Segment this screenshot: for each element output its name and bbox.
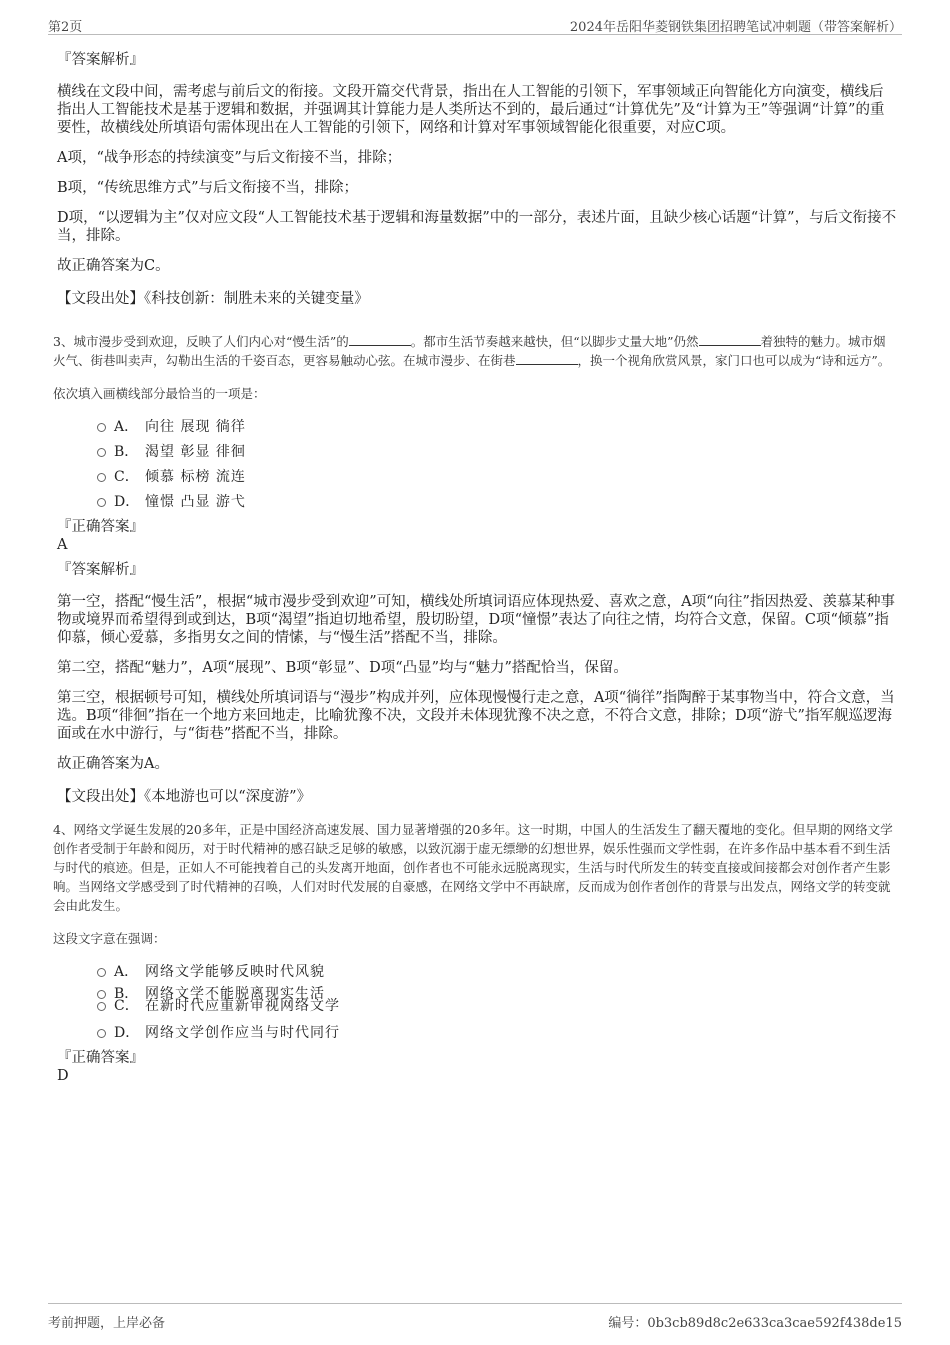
q3-analysis-para: 第三空，根据顿号可知，横线处所填词语与“漫步”构成并列，应体现慢慢行走之意，A项“徜徉”指陶醉于某事物当中，符合文意，当选。B项“徘徊”指在一个地方来回地走，比喻犹豫不决，文段并未体现犹豫不决之意，不符合文意，排除；D项“游弋”指军舰巡逻海面或在水中游行，与“街巷”搭配不当，排除。 (57, 690, 895, 742)
page-header (48, 14, 902, 35)
q2-analysis-para: D项，“以逻辑为主”仅对应文段“人工智能技术基于逻辑和海量数据”中的一部分，表述片面，且缺少核心话题“计算”，与后文衔接不当，排除。 (57, 210, 897, 244)
radio-button-icon[interactable] (97, 423, 106, 432)
q3-option-c[interactable]: C． 倾慕 标榜 流连 (97, 466, 897, 491)
q4-correct-answer: D (57, 1068, 69, 1084)
q3-option-a[interactable]: A． 向往 展现 徜徉 (97, 416, 897, 441)
q3-analysis-label: 『答案解析』 (57, 562, 144, 578)
q3-correct-answer: A (57, 537, 68, 553)
q2-analysis-para: 横线在文段中间，需考虑与前后文的衔接。文段开篇交代背景，指出在人工智能的引领下，军事领域正向智能化方向演变，横线后指出人工智能技术是基于逻辑和数据，并强调其计算能力是人类所达不到的，最后通过“计算优先”及“计算为王”等强调“计算”的重要性，故横线处所填语句需体现出在人工智能的引领下，网络和计算对军事领域智能化很重要，对应C项。 (57, 84, 885, 136)
document-title: 2024年岳阳华菱钢铁集团招聘笔试冲刺题（带答案解析） (569, 20, 902, 35)
q3-options (97, 416, 897, 516)
q3-prompt: 依次填入画横线部分最恰当的一项是： (53, 386, 266, 401)
radio-button-icon[interactable] (97, 448, 106, 457)
radio-button-icon[interactable] (97, 498, 106, 507)
q2-analysis-para: B项，“传统思维方式”与后文衔接不当，排除； (57, 180, 358, 196)
radio-button-icon[interactable] (97, 1002, 106, 1011)
q3-conclusion: 故正确答案为A。 (57, 756, 169, 772)
radio-button-icon[interactable] (97, 968, 106, 977)
page-number: 第2页 (48, 20, 83, 35)
q3-analysis-para: 第二空，搭配“魅力”，A项“展现”、B项“彰显”、D项“凸显”均与“魅力”搭配恰当，保留。 (57, 660, 628, 676)
page-footer (48, 1303, 902, 1331)
q4-option-b[interactable]: B． 网络文学不能脱离现实生活 (97, 983, 897, 995)
blank-line (516, 352, 578, 365)
document-id: 编号：0b3cb89d8c2e633ca3cae592f438de15 (608, 1316, 902, 1331)
q3-text-part: ，换一个视角欣赏风景，家门口也可以成为“诗和远方”。 (577, 353, 891, 368)
q3-question-text (53, 332, 893, 370)
radio-button-icon[interactable] (97, 1029, 106, 1038)
q4-option-d[interactable]: D． 网络文学创作应当与时代同行 (97, 1022, 897, 1047)
q4-option-c[interactable]: C． 在新时代应重新审视网络文学 (97, 995, 897, 1022)
q3-source: 【文段出处】《本地游也可以“深度游”》 (57, 789, 312, 805)
q2-source: 【文段出处】《科技创新：制胜未来的关键变量》 (57, 291, 369, 307)
q2-analysis-label: 『答案解析』 (57, 52, 144, 68)
q4-prompt: 这段文字意在强调： (53, 931, 166, 946)
q3-text-part: 3、城市漫步受到欢迎，反映了人们内心对“慢生活”的 (53, 334, 349, 349)
blank-line (349, 333, 411, 346)
q2-conclusion: 故正确答案为C。 (57, 258, 170, 274)
q3-option-d[interactable]: D． 憧憬 凸显 游弋 (97, 491, 897, 516)
q4-option-a[interactable]: A． 网络文学能够反映时代风貌 (97, 961, 897, 983)
q4-correct-label: 『正确答案』 (57, 1050, 144, 1066)
q3-analysis-para: 第一空，搭配“慢生活”，根据“城市漫步受到欢迎”可知，横线处所填词语应体现热爱、喜欢之意，A项“向往”指因热爱、羡慕某种事物或境界而希望得到或到达，B项“渴望”指迫切地希望，殷切盼望，D项“憧憬”表达了向往之情，均符合文意，保留。C项“倾慕”指仰慕，倾心爱慕，多指男女之间的情愫，与“慢生活”搭配不当，排除。 (57, 594, 895, 646)
main-content (53, 44, 897, 1085)
q3-option-b[interactable]: B． 渴望 彰显 徘徊 (97, 441, 897, 466)
q3-text-part: 着独特的魅力。城市烟火气、街巷叫卖声，勾勒出生活的千姿百态，更容易触动心弦。在城市漫步、在街巷 (53, 334, 886, 368)
q4-question-text: 4、网络文学诞生发展的20多年，正是中国经济高速发展、国力显著增强的20多年。这一时期，中国人的生活发生了翻天覆地的变化。但早期的网络文学创作者受制于年龄和阅历，对于时代精神的感召缺乏足够的敏感，以致沉溺于虚无缥缈的幻想世界，娱乐性强而文学性弱，在许多作品中基本看不到生活与时代的痕迹。但是，正如人不可能拽着自己的头发离开地面，创作者也不可能永远脱离现实，生活与时代所发生的转变直接或间接都会对创作者产生影响。当网络文学感受到了时代精神的召唤，人们对时代发展的自豪感，在网络文学中不再缺席，反而成为创作者创作的背景与出发点，网络文学的转变就会由此发生。 (53, 822, 893, 913)
q4-options (97, 961, 897, 1047)
q3-text-part: 。都市生活节奏越来越快，但“以脚步丈量大地”仍然 (410, 334, 699, 349)
radio-button-icon[interactable] (97, 473, 106, 482)
q3-correct-label: 『正确答案』 (57, 519, 144, 535)
blank-line (699, 333, 761, 346)
footer-slogan: 考前押题，上岸必备 (48, 1316, 166, 1331)
q2-analysis-para: A项，“战争形态的持续演变”与后文衔接不当，排除； (57, 150, 402, 166)
